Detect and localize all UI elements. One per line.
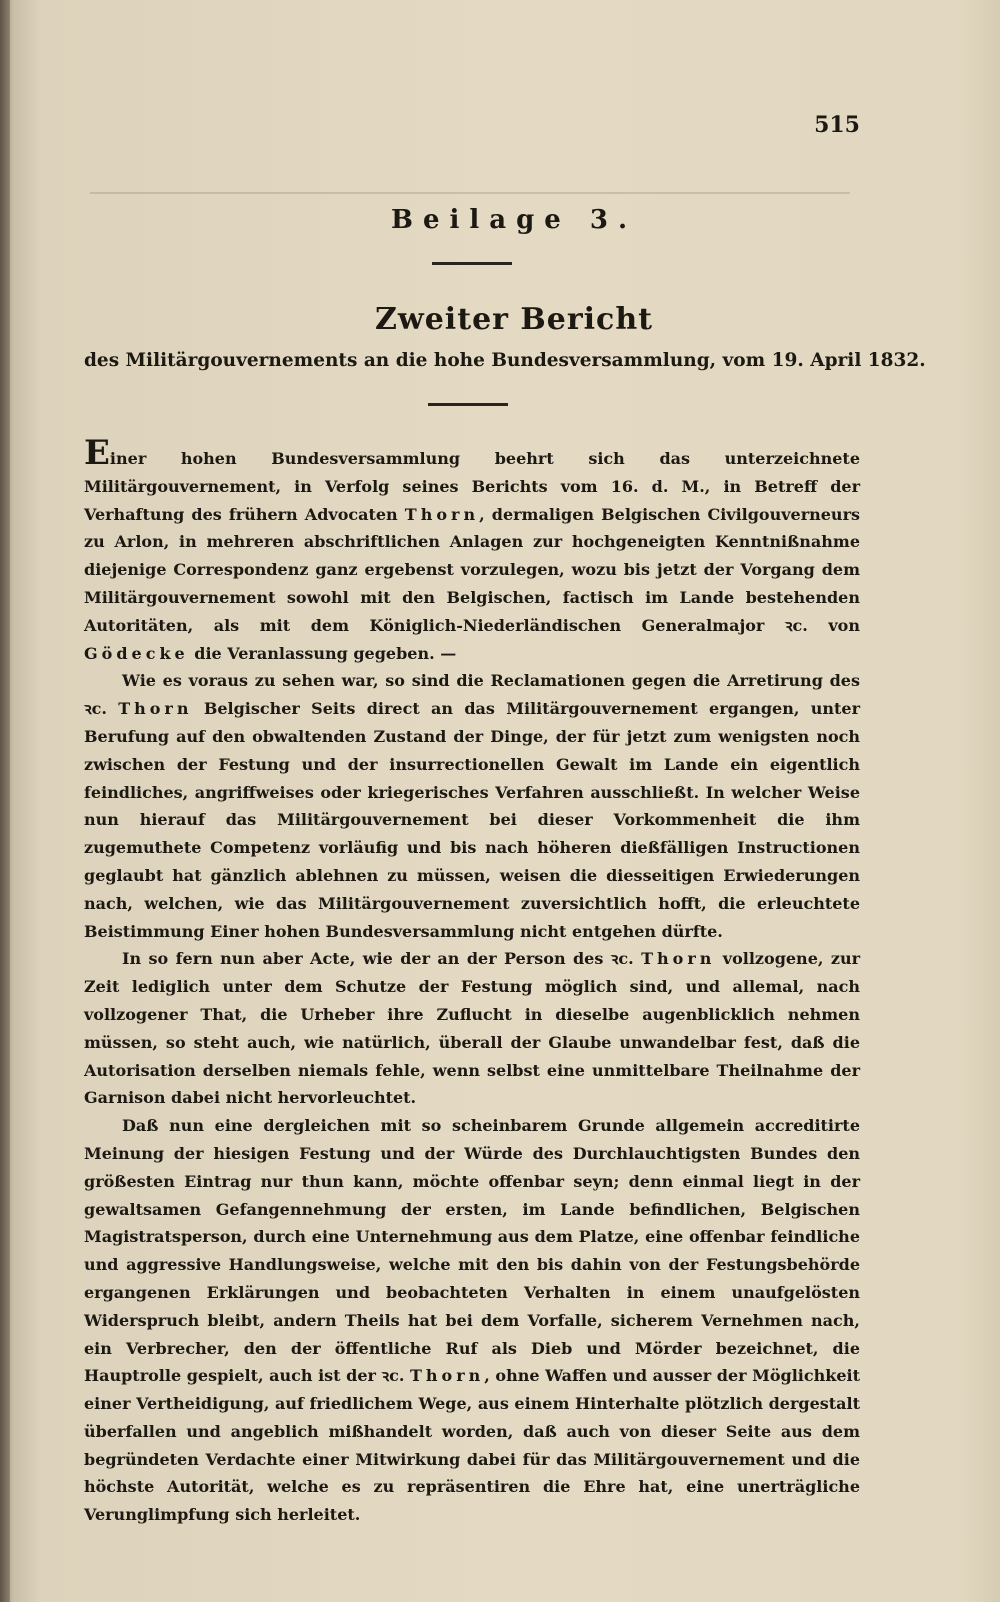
- paragraph-4: [84, 1112, 860, 1529]
- paragraph-text: iner hohen Bundesversammlung beehrt sich das unterzeichnete Militärgouvernement, in Verfolg seines Berichts vom 16. d. M., in Betreff der Verhaftung des frühern Advocaten: [84, 449, 860, 524]
- heading-rule-top: [432, 262, 512, 265]
- paragraph-text: die Veranlassung gegeben. —: [188, 643, 457, 663]
- paragraph-text: , dermaligen Belgischen Civilgouverneurs zu Arlon, in mehreren abschriftlichen Anlagen zur hochgeneigten Kenntnißnahme diejenige Correspondenz ganz ergebenst vorzulegen, wozu bis jetzt der Vorgang dem Militärgouvernement sowohl mit den Belgischen, factisch im Lande bestehenden Autoritäten, als mit dem Königlich-Niederländischen Generalmajor ꝛc. von: [84, 504, 861, 635]
- paragraph-text: , ohne Waffen und ausser der Möglichkeit einer Vertheidigung, auf friedlichem Wege, aus einem Hinterhalte plötzlich dergestalt überfallen und angeblich mißhandelt worden, daß auch von dieser Seite aus dem begründeten Verdachte einer Mitwirkung dabei für das Militärgouvernement und die höchste Autorität, welche es zu repräsentiren die Ehre hat, eine unerträgliche Verunglimpfung sich herleitet.: [84, 1366, 860, 1525]
- paragraph-text: Daß nun eine dergleichen mit so scheinbarem Grunde allgemein accreditirte Meinung der hiesigen Festung und der Würde des Durchlauchtigsten Bundes den größesten Eintrag nur thun kann, möchte offenbar seyn; denn einmal liegt in der gewaltsamen Gefangennehmung der ersten, im Lande befindlichen, Belgischen Magistratsperson, durch eine Unternehmung aus dem Platze, eine offenbar feindliche und aggressive Handlungsweise, welche mit den bis dahin von der Festungsbehörde ergangenen Erklärungen und beobachteten Verhalten in einem unaufgelösten Widerspruch bleibt, andern Theils hat bei dem Vorfalle, sicherem Vernehmen nach, ein Verbrecher, den der öffentliche Ruf als Dieb und Mörder bezeichnet, die Hauptrolle gespielt, auch ist der ꝛc.: [84, 1116, 860, 1386]
- spaced-name: Thorn: [118, 699, 193, 719]
- drop-cap: E: [84, 433, 110, 473]
- header-fold-line: [90, 192, 850, 194]
- page-number: 515: [814, 112, 860, 138]
- supplement-heading: Beilage 3.: [390, 205, 638, 235]
- paragraph-text: vollzogene, zur Zeit lediglich unter dem Schutze der Festung möglich sind, und allemal, nach vollzogener That, die Urheber ihre Zuflucht in dieselbe augenblicklich nehmen müssen, so steht auch, wie natürlich, überall der Glaube unwandelbar fest, daß die Autorisation derselben niemals fehle, wenn selbst eine unmittelbare Theilnahme der Garnison dabei nicht hervorleuchtet.: [84, 949, 861, 1108]
- spaced-name: Thorn: [409, 1366, 485, 1386]
- page-spine-shadow: [0, 0, 10, 1602]
- paragraph-2: [84, 667, 860, 945]
- heading-rule-bottom: [428, 403, 508, 406]
- paragraph-text: Wie es voraus zu sehen war, so sind die Reclamationen gegen die Arretirung des ꝛc.: [84, 671, 860, 719]
- paragraph-3: [84, 945, 860, 1112]
- paragraph-1: [84, 433, 861, 667]
- paragraph-text: Belgischer Seits direct an das Militärgouvernement ergangen, unter Berufung auf den obwaltenden Zustand der Dinge, der für jetzt zum wenigsten noch zwischen der Festung und der insurrectionellen Gewalt im Lande ein eigentlich feindliches, angriffweises oder kriegerisches Verfahren ausschließt. In welcher Weise nun hierauf das Militärgouvernement bei dieser Vorkommenheit die ihm zugemuthete Competenz vorläufig und bis nach höheren dießfälligen Instructionen geglaubt hat gänzlich ablehnen zu müssen, weisen die diesseitigen Erwiederungen nach, welchen, wie das Militärgouvernement zuversichtlich hofft, die erleuchtete Beistimmung Einer hohen Bundesversammlung nicht entgehen dürfte.: [84, 699, 860, 941]
- report-subtitle: des Militärgouvernements an die hohe Bundesversammlung, vom 19. April 1832.: [84, 350, 926, 371]
- spaced-name: Thorn: [641, 949, 716, 969]
- paragraph-text: In so fern nun aber Acte, wie der an der Person des ꝛc.: [122, 949, 642, 969]
- spaced-name: Gödecke: [84, 643, 189, 663]
- body-text: [84, 433, 861, 1529]
- report-title: Zweiter Bericht: [375, 302, 653, 337]
- spaced-name: Thorn: [404, 504, 480, 524]
